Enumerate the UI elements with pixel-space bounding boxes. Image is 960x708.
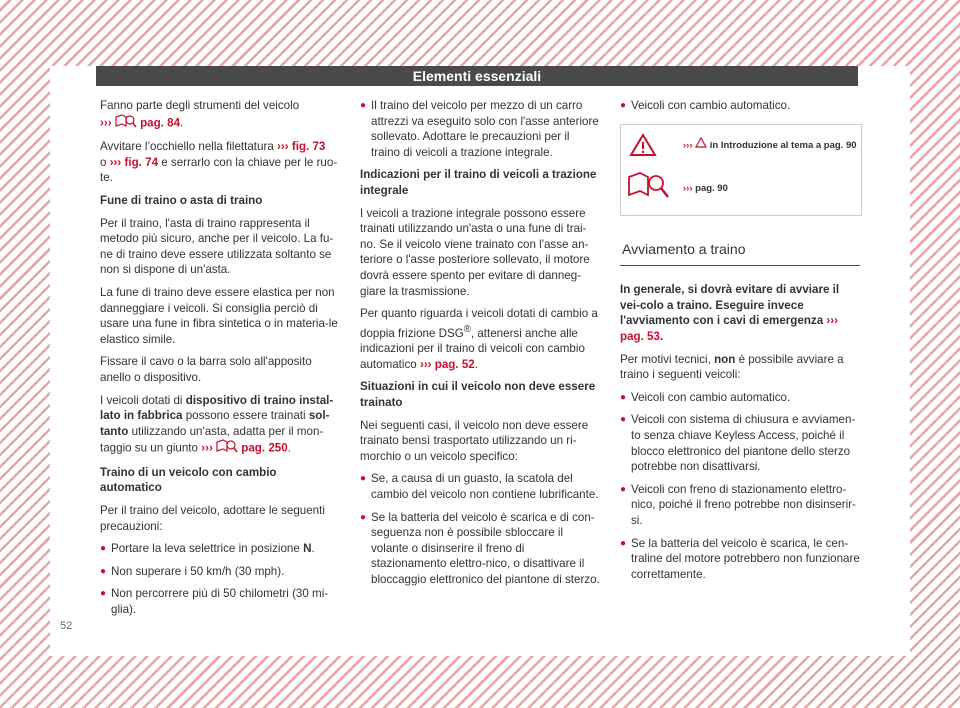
column-3 bbox=[620, 98, 860, 589]
page-link[interactable]: pag. 52 bbox=[434, 357, 475, 371]
subheading: Indicazioni per il traino di veicoli a trazione integrale bbox=[360, 168, 597, 197]
column-1 bbox=[100, 98, 340, 625]
book-search-icon bbox=[216, 439, 238, 458]
warning-box bbox=[620, 124, 862, 216]
column-2 bbox=[360, 98, 600, 594]
page-header bbox=[96, 66, 858, 86]
paragraph: I veicoli dotati di dispositivo di traino instal-lato in fabbrica possono essere trainati sol-tanto utilizzando un'asta, adatta per il mon-taggio su un giunto ››› pag. 250. bbox=[100, 393, 340, 458]
subheading: Situazioni in cui il veicolo non deve essere trainato bbox=[360, 380, 596, 409]
paragraph: Per quanto riguarda i veicoli dotati di cambio a doppia frizione DSG®, attenersi anche alle indicazioni per il traino di veicoli con cambio automatico ››› pag. 52. bbox=[360, 307, 598, 371]
section-title: Avviamento a traino bbox=[620, 242, 860, 267]
subheading: Fune di traino o asta di traino bbox=[100, 193, 263, 207]
warning-ref-row: ››› in Introduzione al tema a pag. 90 bbox=[683, 137, 857, 154]
subheading: Traino di un veicolo con cambio automatico bbox=[100, 465, 277, 495]
page-link[interactable]: pag. 84 bbox=[140, 115, 181, 129]
page-link[interactable]: pag. 90 bbox=[695, 182, 728, 194]
figure-link[interactable]: fig. 73 bbox=[291, 140, 326, 154]
ref-arrow: ››› bbox=[100, 115, 112, 129]
list-item: ● Se la batteria del veicolo è scarica, le cen-traline del motore potrebbero non funzionare correttamente. bbox=[620, 536, 860, 583]
paragraph: La fune di traino deve essere elastica per non danneggiare i veicoli. Si consiglia perciò di usare una fune in fibra sintetica o in materia-le elastico simile. bbox=[100, 285, 338, 346]
book-search-icon bbox=[115, 114, 137, 133]
list-item: ● Se la batteria del veicolo è scarica e di con-seguenza non è possibile sbloccare il volante o disinserire il freno di stazionamento elettro-nico, o disattivare il bloccaggio elettronico del piantone di sterzo. bbox=[360, 510, 600, 588]
warning-triangle-icon bbox=[695, 137, 707, 154]
paragraph: In generale, si dovrà evitare di avviare il vei-colo a traino. Eseguire invece l'avviamento con i cavi di emergenza ››› pag. 53. bbox=[620, 283, 840, 343]
paragraph: Avvitare l’occhiello nella filettatura ››› fig. 73 o ››› fig. 74 e serrarlo con la chiave per le ruo-te. bbox=[100, 140, 338, 185]
list-item: ● Non superare i 50 km/h (30 mph). bbox=[100, 564, 340, 580]
list-item: ● Se, a causa di un guasto, la scatola del cambio del veicolo non contiene lubrificante. bbox=[360, 471, 600, 502]
paragraph: Per motivi tecnici, non è possibile avviare a traino i seguenti veicoli: bbox=[620, 352, 844, 382]
list-item: ● Portare la leva selettrice in posizione N. bbox=[100, 541, 340, 557]
paragraph: I veicoli a trazione integrale possono essere trainati utilizzando un'asta o una fune di trai-no. Se il veicolo viene trainato con l'asse an-teriore o l'asse posteriore sollevato, il motore dovrà essere spento per evitare di danneg-giare la trasmissione. bbox=[360, 206, 590, 298]
paragraph: Per il traino del veicolo, adottare le seguenti precauzioni: bbox=[100, 504, 325, 533]
paragraph: Fissare il cavo o la barra solo all'apposito anello o dispositivo. bbox=[100, 355, 312, 384]
page-link[interactable]: pag. 53 bbox=[620, 329, 660, 343]
header-title: Elementi essenziali bbox=[412, 68, 542, 84]
figure-link[interactable]: fig. 74 bbox=[124, 155, 159, 169]
warning-triangle-icon bbox=[629, 133, 657, 162]
list-item: ● Non percorrere più di 50 chilometri (30 mi-glia). bbox=[100, 586, 340, 617]
list-item: ● Veicoli con cambio automatico. bbox=[620, 390, 860, 406]
list-item: ● Veicoli con freno di stazionamento elettro-nico, poiché il freno potrebbe non disinserir-si. bbox=[620, 482, 860, 529]
page-link[interactable]: pag. 250 bbox=[241, 441, 288, 455]
list-item: ● Veicoli con sistema di chiusura e avviamen-to senza chiave Keyless Access, poiché il blocco elettronico del piantone dello sterzo potrebbe non disattivarsi. bbox=[620, 412, 860, 474]
paragraph: Fanno parte degli strumenti del veicolo ››› pag. 84. bbox=[100, 98, 340, 132]
page-number: 52 bbox=[60, 620, 73, 632]
list-item: ● Veicoli con cambio automatico. bbox=[620, 98, 860, 114]
list-item: ● Il traino del veicolo per mezzo di un carro attrezzi va eseguito solo con l'asse anteriore sollevato. Adottare le precauzioni per il traino di veicoli a trazione integrale. bbox=[360, 98, 600, 160]
book-search-icon bbox=[627, 171, 671, 204]
paragraph: Per il traino, l'asta di traino rappresenta il metodo più sicuro, anche per il veicolo. La fu-ne di traino deve essere utilizzata soltanto se non si dispone di un'asta. bbox=[100, 216, 334, 277]
info-ref-row: ››› pag. 90 bbox=[683, 182, 728, 194]
paragraph: Nei seguenti casi, il veicolo non deve essere trainato bensì trasportato utilizzando un ri-morchio o un veicolo specifico: bbox=[360, 418, 589, 463]
page-link[interactable]: in Introduzione al tema a pag. 90 bbox=[709, 139, 857, 151]
